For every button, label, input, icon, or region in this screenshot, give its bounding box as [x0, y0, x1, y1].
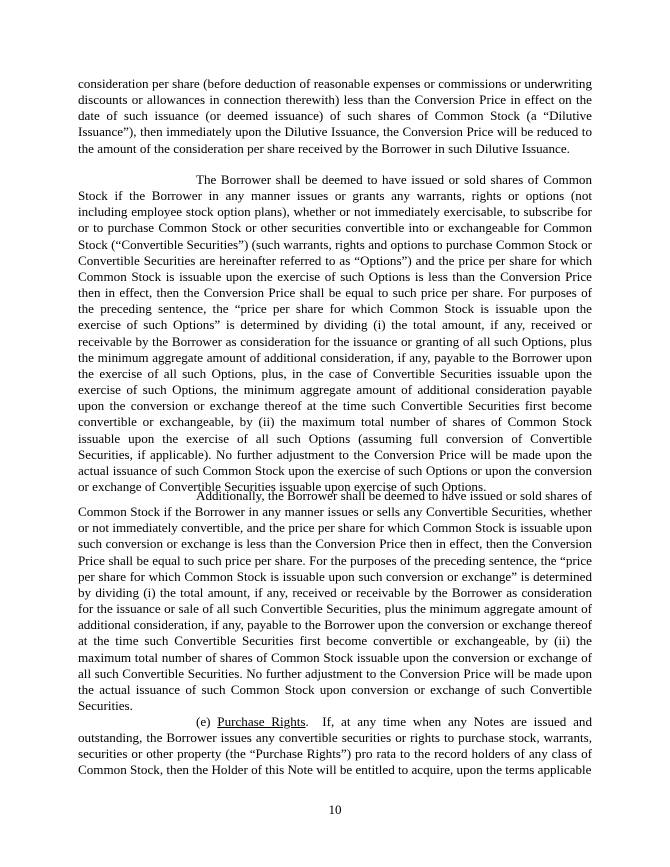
- section-label: (e): [196, 714, 211, 729]
- section-heading: Purchase Rights: [217, 714, 306, 729]
- section-e-purchase-rights: [78, 714, 592, 779]
- section-heading-punct: .: [305, 714, 309, 729]
- paragraph-options: [78, 172, 592, 495]
- page-number: 10: [328, 802, 342, 817]
- section-text: If, at any time when any Notes are issued and outstanding, the Borrower issues any convertible securities or rights to purchase stock, warrants, securities or other property (the “Purchase Rights”) pro rata to the record holders of any class of Common Stock, then the Holder of this Note will be entitled to acquire, upon the terms applicable: [78, 714, 592, 778]
- paragraph-text: The Borrower shall be deemed to have issued or sold shares of Common Stock if the Borrower in any manner issues or grants any warrants, rights or options (not including employee stock option plans), whether or not immediately exercisable, to subscribe for or to purchase Common Stock or other securities convertible into or exchangeable for Common Stock (“Convertible Securities”) (such warrants, rights and options to purchase Common Stock or Convertible Securities are hereinafter referred to as “Options”) and the price per share for which Common Stock is issuable upon the exercise of such Options is less than the Conversion Price then in effect, then the Conversion Price shall be equal to such price per share. For purposes of the preceding sentence, the “price per share for which Common Stock is issuable upon the exercise of such Options” is determined by dividing (i) the total amount, if any, received or receivable by the Borrower as consideration for the issuance or granting of all such Options, plus the minimum aggregate amount of additional consideration, if any, payable to the Borrower upon the exercise of all such Options, plus, in the case of Convertible Securities issuable upon the exercise of such Options, the minimum aggregate amount of additional consideration payable upon the conversion or exchange thereof at the time such Convertible Securities first become convertible or exchangeable, by (ii) the maximum total number of shares of Common Stock issuable upon the exercise of all such Options (assuming full conversion of Convertible Securities, if applicable). No further adjustment to the Conversion Price will be made upon the actual issuance of such Common Stock upon the exercise of such Options or upon the conversion or exchange of Convertible Securities issuable upon exercise of such Options.: [78, 172, 592, 494]
- paragraph-dilutive-issuance: [78, 76, 592, 157]
- paragraph-text: consideration per share (before deduction of reasonable expenses or commissions or underwriting discounts or allowances in connection therewith) less than the Conversion Price in effect on the date of such issuance (or deemed issuance) of such shares of Common Stock (a “Dilutive Issuance”), then immediately upon the Dilutive Issuance, the Conversion Price will be reduced to the amount of the consideration per share received by the Borrower in such Dilutive Issuance.: [78, 76, 592, 156]
- paragraph-text: Additionally, the Borrower shall be deemed to have issued or sold shares of Common Stock if the Borrower in any manner issues or sells any Convertible Securities, whether or not immediately convertible, and the price per share for which Common Stock is issuable upon such conversion or exchange is less than the Conversion Price then in effect, then the Conversion Price shall be equal to such price per share. For the purposes of the preceding sentence, the “price per share for which Common Stock is issuable upon such conversion or exchange” is determined by dividing (i) the total amount, if any, received or receivable by the Borrower as consideration for the issuance or sale of all such Convertible Securities, plus the minimum aggregate amount of additional consideration, if any, payable to the Borrower upon the conversion or exchange thereof at the time such Convertible Securities first become convertible or exchangeable, by (ii) the maximum total number of shares of Common Stock issuable upon the conversion or exchange of all such Convertible Securities. No further adjustment to the Conversion Price will be made upon the actual issuance of such Common Stock upon conversion or exchange of such Convertible Securities.: [78, 488, 592, 714]
- paragraph-convertible-securities: [78, 488, 592, 714]
